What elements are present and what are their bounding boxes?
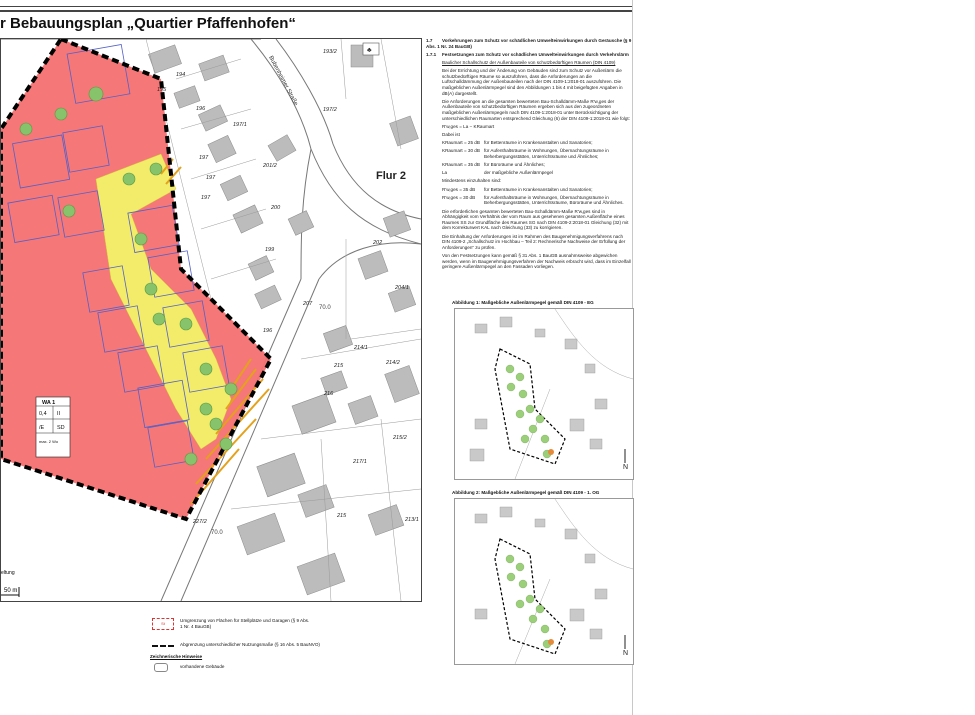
figure-2-map: [455, 499, 633, 664]
figure-caption: Abbildung 2: Maßgebliche Außenlärmpegel gemäß DIN 4109 - 1. OG: [452, 490, 600, 495]
figure-1: [454, 308, 634, 480]
plot-number: 200: [271, 205, 281, 211]
plot-number: 202: [373, 240, 383, 246]
plot-number: 227/2: [193, 519, 207, 525]
legend-parking-symbol: St: [152, 618, 174, 630]
plot-number: 196: [263, 328, 273, 334]
definition-row: R'w,ges = 35 dB für Bettenräume in Krankenanstalten und Sanatorien;: [442, 186, 593, 192]
top-rule: [0, 6, 632, 7]
plot-number: 213/1: [405, 517, 419, 523]
flur-label: Flur 2: [376, 170, 406, 182]
legend-item-parking: Umgrenzung von Flächen für Stellplätze und Garagen (§ 9 Abs. 1 Nr. 4 BauGB): [180, 618, 310, 629]
paragraph: Von den Festsetzungen kann gemäß § 31 Abs. 1 BauGB ausnahmsweise abgewichen werden, wenn im Baugenehmigungsverfahren der Nachweis erbracht wird, dass im Einzelfall geringere Außenlärmpegel an den Fassaden vorliegen.: [442, 252, 631, 270]
plot-number: 215/2: [393, 435, 407, 441]
partial-label: eltung: [1, 570, 15, 576]
plan-legend: [150, 612, 420, 682]
paragraph: Dabei ist: [442, 131, 460, 137]
plot-number: 197: [206, 175, 216, 181]
plot-number: 197/1: [233, 122, 247, 128]
scale-bar: [1, 570, 19, 597]
zone-name: WA 1: [42, 400, 56, 406]
plot-number: 193/2: [323, 49, 337, 55]
section-heading: Festsetzungen zum Schutz vor schädlichen Umwelteinwirkungen durch Verkehrslärm: [442, 51, 629, 57]
legend-heading: Zeichnerische Hinweise: [150, 654, 203, 659]
plan-title: r Bebauungsplan „Quartier Pfaffenhofen“: [0, 15, 296, 32]
section-number: 1.7: [426, 38, 433, 43]
paragraph: Die Anforderungen an die gesamten bewerteten Bau-Schalldämm-Maße R'w,ges der Außenbauteile von schutzbedürftigen Räumen ergeben sich aus den zugeordneten maßgeblichen Außenlärmpegeln nach DIN 4109-1:2018-01 unter Berücksichtigung der unterschiedlichen Raumarten entsprechend Gleichung (6) der DIN 4109-1:2018-01 wie folgt:: [442, 98, 630, 121]
street-label: Bubenheimer Straße: [267, 55, 299, 107]
definition-row: R'w,ges = 30 dB für Aufenthaltsräume in Wohnungen, Übernachtungsräume in Beherbergungsstätten, Unterrichtsräume, Büroräume und Ähnliches.: [442, 194, 624, 206]
sub-heading: Baulicher Schallschutz der Außenbauteile von schutzbedürftigen Räumen (DIN 4109): [442, 59, 616, 65]
plot-number: 197/2: [323, 107, 337, 113]
plot-number: 204/1: [395, 285, 409, 291]
site-plan-map: [0, 38, 422, 602]
zone-table: [36, 397, 70, 457]
paragraph: Die Einhaltung der Anforderungen ist im Rahmen des Baugenehmigungsverfahrens nach DIN 4109-2 „Schallschutz im Hochbau – Teil 2: Rechnerische Nachweise der Erfüllung der Anforderungen“ zu prüfen.: [442, 233, 626, 250]
text-column: [426, 38, 632, 300]
zone-roof: SD: [57, 425, 65, 431]
section-number: 1.7.1: [426, 51, 437, 57]
plot-number: 217/1: [353, 459, 367, 465]
legend-item-boundary: Abgrenzung unterschiedlicher Nutzungsmaße (§ 16 Abs. 5 BauNVO): [180, 642, 320, 647]
plot-number: 201/2: [263, 163, 277, 169]
zone-extra: max. 2 Wo: [39, 439, 59, 444]
plot-number: 214/2: [386, 360, 400, 366]
plot-number: 207: [303, 301, 313, 307]
figure-2: [454, 498, 634, 665]
paragraph: Mindestens einzuhalten sind:: [442, 178, 502, 184]
formula: R'w,ges = La − KRaumart: [442, 123, 495, 129]
figure-caption: Abbildung 1: Maßgebliche Außenlärmpegel gemäß DIN 4109 - EG: [452, 300, 594, 305]
section-heading: Vorkehrungen zum Schutz vor schädlichen Umwelteinwirkungen durch Geräusche (§ 9 Abs. 1 Nr. 24 BauGB): [426, 38, 632, 49]
plot-number: 214/1: [354, 345, 368, 351]
survey-marker-icon: [363, 43, 379, 55]
figure-1-map: [455, 309, 633, 479]
plot-number: 194: [176, 72, 186, 78]
plot-number: 215: [337, 513, 347, 519]
elevation-label: 70.0: [211, 530, 223, 536]
plot-number: 197: [199, 155, 209, 161]
elevation-label: 70.0: [319, 305, 331, 311]
scale-label: 50 m: [4, 588, 18, 594]
definition-row: KRaumart = 35 dB für Büroräume und Ähnliches;: [442, 162, 545, 168]
zone-floors: II: [57, 411, 61, 417]
definition-row: KRaumart = 30 dB für Aufenthaltsräume in Wohnungen, Übernachtungsräume in Beherbergungsstätten, Unterrichtsräume und Ähnliches;: [442, 148, 609, 159]
paragraph: Bei der Errichtung und der Änderung von Gebäuden sind zum Schutz vor Außenlärm die schutzbedürftigen Räume so auszuführen, dass die Anforderungen an die Luftschalldämmung der Außenbauteilen nach der DIN 4109-1:2018-01 auszuführen. Die maßgeblichen Außenlärmpegel sind den Abbildungen 1 bis 4 mit beigefügten Angaben in dB(A) dargestellt.: [442, 68, 623, 96]
plot-number: 196: [196, 106, 206, 112]
definition-row: KRaumart = 25 dB für Bettenräume in Krankenanstalten und Sanatorien;: [442, 140, 593, 146]
zone-grz: 0,4: [39, 411, 47, 417]
paragraph: Die erforderlichen gesamten bewerteten Bau-Schalldämm-Maße R'w,ges sind in Abhängigkeit vom Verhältnis der vom Raum aus gesehenen gesamten Außenfläche eines Raumes SS zur Grundfläche des Raumes SG nach DIN 4109-2:2018-01 Gleichung (32) mit dem Korrekturwert KAL nach Gleichung (33) zu korrigieren.: [442, 208, 629, 231]
svg-text:N: N: [623, 464, 629, 471]
legend-item-buildings: vorhandene Gebäude: [180, 664, 225, 669]
zone-gfz: /E: [39, 425, 45, 431]
plot-number: 199: [265, 247, 275, 253]
plot-number: 216: [324, 391, 334, 397]
plot-number: 215: [334, 363, 344, 369]
legend-boundary-symbol: [152, 645, 174, 647]
top-rule-thick: [0, 10, 632, 12]
plot-number: 195: [157, 87, 167, 93]
svg-text:N: N: [623, 650, 629, 657]
svg-text:♣: ♣: [367, 47, 372, 54]
site-plan-svg: [1, 39, 421, 601]
plot-number: 197: [201, 195, 211, 201]
definition-row: La der maßgebliche Außenlärmpegel: [442, 170, 553, 176]
legend-building-symbol: [154, 663, 168, 672]
